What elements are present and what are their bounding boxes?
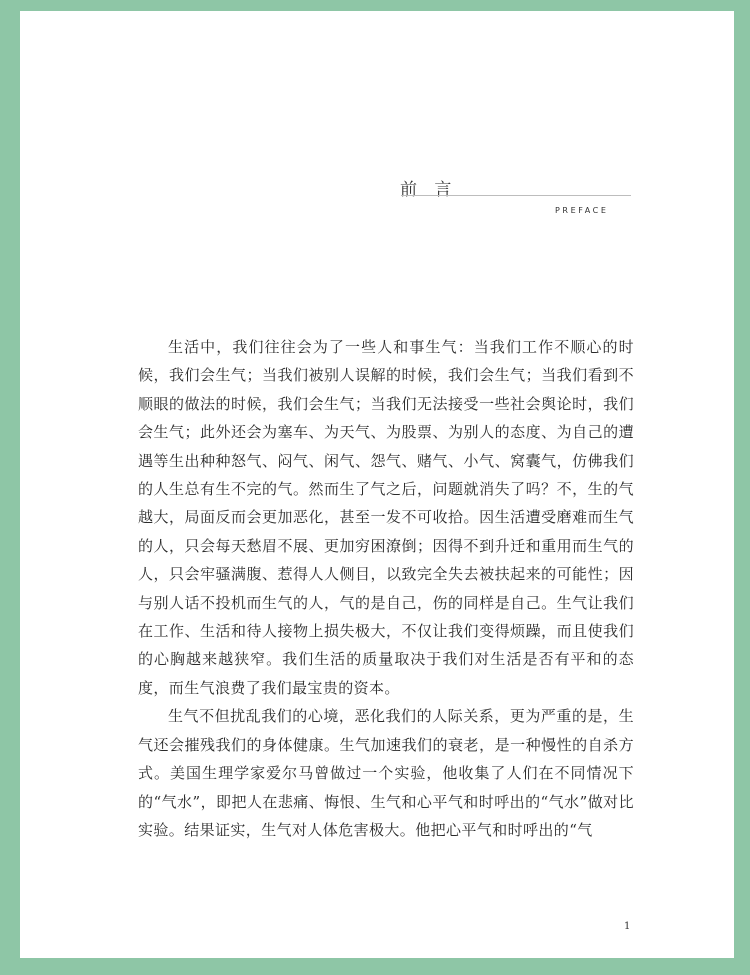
body-text bbox=[138, 333, 634, 844]
book-page bbox=[20, 11, 734, 958]
paragraph: 生活中，我们往往会为了一些人和事生气：当我们工作不顺心的时候，我们会生气；当我们被别人误解的时候，我们会生气；当我们看到不顺眼的做法的时候，我们会生气；当我们无法接受一些社会舆论时，我们会生气；此外还会为塞车、为天气、为股票、为别人的态度、为自己的遭遇等生出种种怒气、闷气、闲气、怨气、赌气、小气、窝囊气，仿佛我们的人生总有生不完的气。然而生了气之后，问题就消失了吗？不，生的气越大，局面反而会更加恶化，甚至一发不可收拾。因生活遭受磨难而生气的人，只会每天愁眉不展、更加穷困潦倒；因得不到升迁和重用而生气的人，只会牢骚满腹、惹得人人侧目，以致完全失去被扶起来的可能性；因与别人话不投机而生气的人，气的是自己，伤的同样是自己。生气让我们在工作、生活和待人接物上损失极大，不仅让我们变得烦躁，而且使我们的心胸越来越狭窄。我们生活的质量取决于我们对生活是否有平和的态度，而生气浪费了我们最宝贵的资本。 bbox=[138, 338, 634, 697]
title-divider bbox=[401, 195, 631, 196]
paragraph: 生气不但扰乱我们的心境，恶化我们的人际关系，更为严重的是，生气还会摧残我们的身体健康。生气加速我们的衰老，是一种慢性的自杀方式。美国生理学家爱尔马曾做过一个实验，他收集了人们在不同情况下的“气水”，即把人在悲痛、悔恨、生气和心平气和时呼出的“气水”做对比实验。结果证实，生气对人体危害极大。他把心平气和时呼出的“气 bbox=[138, 707, 634, 839]
chapter-title: 前 言 bbox=[400, 180, 458, 200]
page-number: 1 bbox=[624, 921, 631, 932]
chapter-subtitle: PREFACE bbox=[555, 206, 609, 215]
